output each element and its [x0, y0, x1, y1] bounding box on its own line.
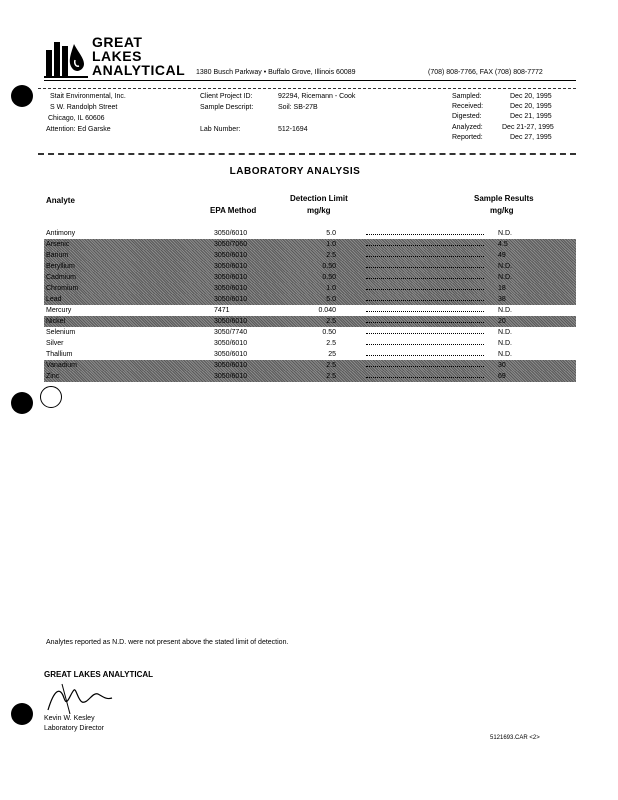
table-row: [44, 239, 576, 250]
cell-sample-result: N.D.: [498, 307, 512, 314]
leader-dots: [366, 344, 484, 345]
table-row: [44, 261, 576, 272]
cell-sample-result: N.D.: [498, 329, 512, 336]
leader-dots: [366, 311, 484, 312]
table-row: [44, 349, 576, 360]
cell-detection-limit: 2.5: [326, 362, 336, 369]
client-name: Stait Environmental, Inc.: [50, 93, 126, 100]
logo-line-2: LAKES: [92, 48, 142, 64]
signature-title: Laboratory Director: [44, 725, 104, 732]
cell-method: 7471: [214, 307, 230, 314]
cell-sample-result: 20: [498, 318, 506, 325]
cell-method: 3050/6010: [214, 351, 248, 358]
cell-detection-limit: 5.0: [326, 230, 336, 237]
leader-dots: [366, 267, 484, 268]
leader-dots: [366, 245, 484, 246]
date-value-reported: Dec 27, 1995: [510, 134, 552, 141]
table-row: [44, 338, 576, 349]
cell-method: 3050/6010: [214, 373, 248, 380]
date-value-digested: Dec 21, 1995: [510, 113, 552, 120]
cell-method: 3050/6010: [214, 362, 248, 369]
cell-method: 3050/7060: [214, 241, 248, 248]
punch-hole-1: [11, 85, 33, 107]
cell-analyte: Barium: [46, 252, 69, 259]
cell-method: 3050/6010: [214, 274, 248, 281]
company-address: 1380 Busch Parkway • Buffalo Grove, Illinois 60089: [196, 69, 356, 76]
leader-dots: [366, 333, 484, 334]
cell-analyte: Mercury: [46, 307, 72, 314]
cell-analyte: Thallium: [46, 351, 73, 358]
cell-sample-result: N.D.: [498, 340, 512, 347]
leader-dots: [366, 377, 484, 378]
table-row: [44, 360, 576, 371]
col-limit-header: Detection Limit: [290, 194, 348, 203]
table-row: [44, 283, 576, 294]
cell-detection-limit: 0.50: [322, 263, 336, 270]
cell-detection-limit: 2.5: [326, 373, 336, 380]
table-row: [44, 305, 576, 316]
cell-analyte: Selenium: [46, 329, 76, 336]
cell-detection-limit: 5.0: [326, 296, 336, 303]
col-method-header: EPA Method: [210, 206, 257, 215]
leader-dots: [366, 256, 484, 257]
date-label-analyzed: Analyzed:: [452, 124, 483, 131]
table-row: [44, 327, 576, 338]
cell-analyte: Antimony: [46, 230, 76, 237]
date-label-received: Received:: [452, 103, 484, 110]
cell-method: 3050/6010: [214, 263, 248, 270]
cell-sample-result: 69: [498, 373, 506, 380]
table-row: [44, 371, 576, 382]
leader-dots: [366, 234, 484, 235]
cell-detection-limit: 0.50: [322, 329, 336, 336]
leader-dots: [366, 322, 484, 323]
table-row: [44, 250, 576, 261]
table-row: [44, 294, 576, 305]
cell-analyte: Zinc: [46, 373, 60, 380]
leader-dots: [366, 289, 484, 290]
date-value-sampled: Dec 20, 1995: [510, 93, 552, 100]
cell-method: 3050/6010: [214, 318, 248, 325]
project-value: 92294, Ricemann - Cook: [278, 93, 356, 100]
cell-analyte: Cadmium: [46, 274, 76, 281]
cell-method: 3050/6010: [214, 252, 248, 259]
cell-sample-result: N.D.: [498, 263, 512, 270]
col-result-unit: mg/kg: [490, 206, 514, 215]
company-logo: [44, 36, 184, 80]
cell-sample-result: 30: [498, 362, 506, 369]
table-row: [44, 316, 576, 327]
signature-name: Kevin W. Kesley: [44, 715, 95, 722]
cell-analyte: Beryllium: [46, 263, 75, 270]
col-analyte-header: Analyte: [46, 196, 75, 205]
leader-dots: [366, 355, 484, 356]
cell-detection-limit: 0.040: [318, 307, 336, 314]
cell-detection-limit: 0.50: [322, 274, 336, 281]
leader-dots: [366, 366, 484, 367]
date-value-analyzed: Dec 21-27, 1995: [502, 124, 554, 131]
logo-line-3: ANALYTICAL: [92, 62, 186, 78]
cell-detection-limit: 2.5: [326, 252, 336, 259]
cell-sample-result: N.D.: [498, 351, 512, 358]
cell-sample-result: N.D.: [498, 274, 512, 281]
cell-method: 3050/6010: [214, 285, 248, 292]
file-reference: 5121693.CAR <2>: [490, 735, 540, 741]
col-limit-unit: mg/kg: [307, 206, 331, 215]
date-label-digested: Digested:: [452, 113, 482, 120]
cell-sample-result: 38: [498, 296, 506, 303]
project-label: Client Project ID:: [200, 93, 253, 100]
cell-sample-result: 18: [498, 285, 506, 292]
table-row: [44, 228, 576, 239]
lab-number-label: Lab Number:: [200, 126, 241, 133]
date-value-received: Dec 20, 1995: [510, 103, 552, 110]
cell-analyte: Nickel: [46, 318, 66, 325]
logo-line-1: GREAT: [92, 34, 143, 50]
logo-mark-icon: [44, 36, 88, 80]
leader-dots: [366, 278, 484, 279]
cell-sample-result: N.D.: [498, 230, 512, 237]
col-result-header: Sample Results: [474, 194, 534, 203]
table-row: [44, 272, 576, 283]
cell-detection-limit: 2.5: [326, 340, 336, 347]
cell-method: 3050/6010: [214, 296, 248, 303]
cell-analyte: Lead: [46, 296, 62, 303]
cell-sample-result: 49: [498, 252, 506, 259]
signature-scribble-icon: [40, 680, 120, 716]
cell-detection-limit: 2.5: [326, 318, 336, 325]
client-attention: Attention: Ed Garske: [46, 126, 111, 133]
sample-label: Sample Descript:: [200, 104, 254, 111]
cell-analyte: Arsenic: [46, 241, 70, 248]
footnote: Analytes reported as N.D. were not present above the stated limit of detection.: [46, 639, 289, 646]
cell-analyte: Silver: [46, 340, 64, 347]
cell-detection-limit: 1.0: [326, 241, 336, 248]
punch-hole-open: [40, 386, 62, 408]
header-rule: [44, 80, 576, 81]
date-label-reported: Reported:: [452, 134, 483, 141]
client-street: S W. Randolph Street: [50, 104, 118, 111]
company-phone: (708) 808-7766, FAX (708) 808-7772: [428, 69, 543, 76]
cell-method: 3050/6010: [214, 230, 248, 237]
cell-detection-limit: 1.0: [326, 285, 336, 292]
cell-analyte: Vanadium: [46, 362, 78, 369]
punch-hole-3: [11, 703, 33, 725]
signature-company: GREAT LAKES ANALYTICAL: [44, 670, 154, 679]
cell-method: 3050/7740: [214, 329, 248, 336]
punch-hole-2: [11, 392, 33, 414]
client-city: Chicago, IL 60606: [48, 115, 105, 122]
lab-number-value: 512-1694: [278, 126, 308, 133]
cell-detection-limit: 25: [328, 351, 336, 358]
date-label-sampled: Sampled:: [452, 93, 482, 100]
cell-method: 3050/6010: [214, 340, 248, 347]
leader-dots: [366, 300, 484, 301]
sample-value: Soil: SB-27B: [278, 104, 318, 111]
cell-analyte: Chromium: [46, 285, 79, 292]
cell-sample-result: 4.5: [498, 241, 508, 248]
report-title: LABORATORY ANALYSIS: [229, 166, 361, 177]
